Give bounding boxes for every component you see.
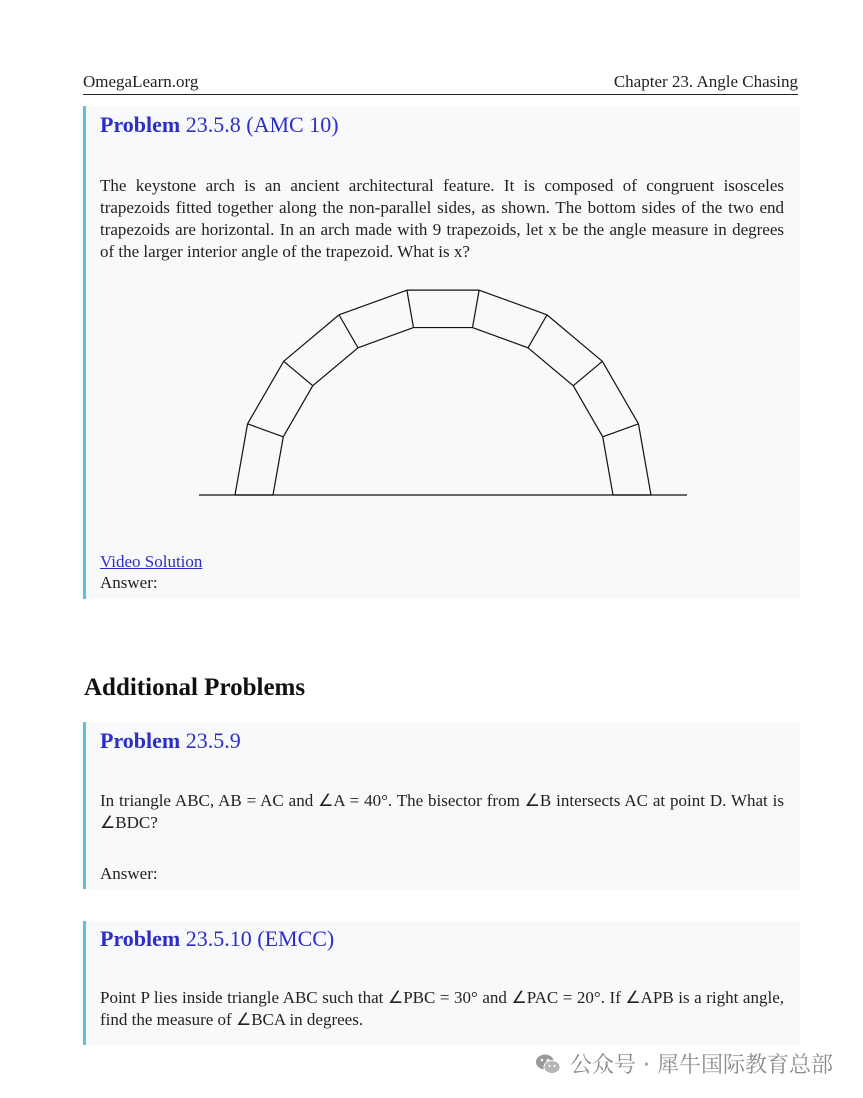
problem-number: 23.5.8 (AMC 10) [185,112,339,137]
problem-text: Point P lies inside triangle ABC such that ∠PBC = 30° and ∠PAC = 20°. If ∠APB is a right angle, find the measure of ∠BCA in degrees. [100,988,784,1029]
trapezoid-joint [473,290,480,327]
trapezoid-outer-edge [235,424,248,495]
problem-label: Problem [100,926,181,951]
problem-number: 23.5.9 [185,728,241,753]
wechat-icon [534,1050,562,1078]
trapezoid-inner-edge [313,348,358,386]
problem-title [100,728,241,754]
problem-box-23-5-9 [83,722,800,889]
site-name: OmegaLearn.org [83,72,199,91]
problem-title [100,926,334,952]
trapezoid-inner-edge [573,386,603,437]
watermark [534,1048,833,1079]
trapezoid-outer-edge [547,315,602,361]
section-title: Additional Problems [84,674,306,701]
trapezoid-inner-edge [528,348,573,386]
trapezoid-joint [339,315,358,348]
trapezoid-outer-edge [339,290,407,315]
trapezoid-inner-edge [473,328,528,348]
trapezoid-outer-edge [284,315,339,361]
trapezoid-inner-edge [273,437,283,495]
watermark-text: 公众号 · 犀牛国际教育总部 [570,1053,833,1078]
trapezoid-joint [528,315,547,348]
video-solution-link[interactable]: Video Solution [100,552,203,571]
trapezoid-joint [603,424,639,437]
trapezoid-joint [573,361,602,385]
problem-label: Problem [100,112,181,137]
trapezoid-joint [248,424,284,437]
trapezoid-outer-edge [479,290,547,315]
problem-number: 23.5.10 (EMCC) [185,926,335,951]
chapter-title: Chapter 23. Angle Chasing [613,72,798,91]
problem-box-23-5-8 [83,106,800,599]
trapezoid-inner-edge [603,437,613,495]
problem-text: In triangle ABC, AB = AC and ∠A = 40°. The bisector from ∠B intersects AC at point D. What is ∠BDC? [100,791,784,832]
trapezoid-inner-edge [283,386,313,437]
problem-box-23-5-10 [83,921,800,1045]
trapezoid-outer-edge [638,424,651,495]
trapezoid-joint [284,361,313,385]
problem-label: Problem [100,728,181,753]
answer-label: Answer: [100,573,158,592]
trapezoid-outer-edge [248,361,284,424]
trapezoid-inner-edge [358,328,413,348]
trapezoid-joint [407,290,414,327]
trapezoid-outer-edge [602,361,638,424]
page-header [83,70,798,95]
keystone-arch-diagram [86,106,803,599]
answer-label: Answer: [100,864,158,883]
problem-text: The keystone arch is an ancient architectural feature. It is composed of congruent isosceles trapezoids fitted together along the non-parallel sides, as shown. The bottom sides of the two end trapezoids are horizontal. In an arch made with 9 trapezoids, let x be the angle measure in degrees of the larger interior angle of the trapezoid. What is x? [100,176,784,261]
